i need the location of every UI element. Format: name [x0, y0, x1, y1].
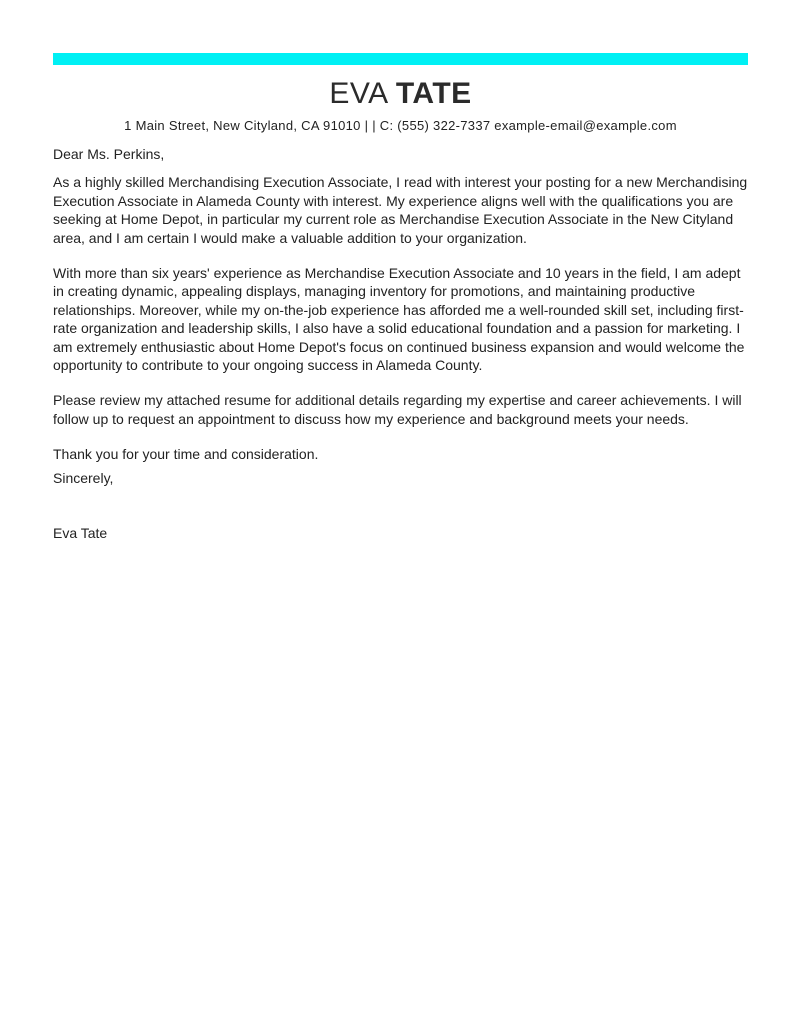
applicant-name	[53, 76, 748, 112]
letter-body	[53, 145, 750, 560]
paragraph-experience: With more than six years' experience as Merchandise Execution Associate and 10 years in the field, I am adept in creating dynamic, appealing displays, managing inventory for promotions, and maintaining productive relationships. Moreover, while my on-the-job experience has afforded me a well-rounded skill set, including first-rate organization and leadership skills, I also have a solid educational foundation and a passion for marketing. I am extremely enthusiastic about Home Depot's focus on continued business expansion and would welcome the opportunity to contribute to your ongoing success in Alameda County.	[53, 265, 745, 374]
salutation: Dear Ms. Perkins,	[53, 146, 165, 162]
contact-info: 1 Main Street, New Cityland, CA 91010 | | C: (555) 322-7337 example-email@example.com	[124, 118, 677, 133]
header-accent-bar	[53, 53, 748, 65]
paragraph-intro: As a highly skilled Merchandising Execution Associate, I read with interest your posting for a new Merchandising Execution Associate in Alameda County with interest. My experience aligns well with the qualifications you are seeking at Home Depot, in particular my current role as Merchandise Execution Associate in the New Cityland area, and I am certain I would make a valuable addition to your organization.	[53, 174, 748, 246]
closing: Sincerely,	[53, 469, 114, 486]
signature: Eva Tate	[53, 525, 108, 542]
last-name: TATE	[395, 77, 472, 110]
paragraph-follow-up: Please review my attached resume for additional details regarding my expertise and career achievements. I will follow up to request an appointment to discuss how my experience and background meets your needs.	[53, 392, 742, 427]
thanks-line: Thank you for your time and consideration.	[53, 446, 319, 463]
first-name: EVA	[329, 77, 387, 110]
